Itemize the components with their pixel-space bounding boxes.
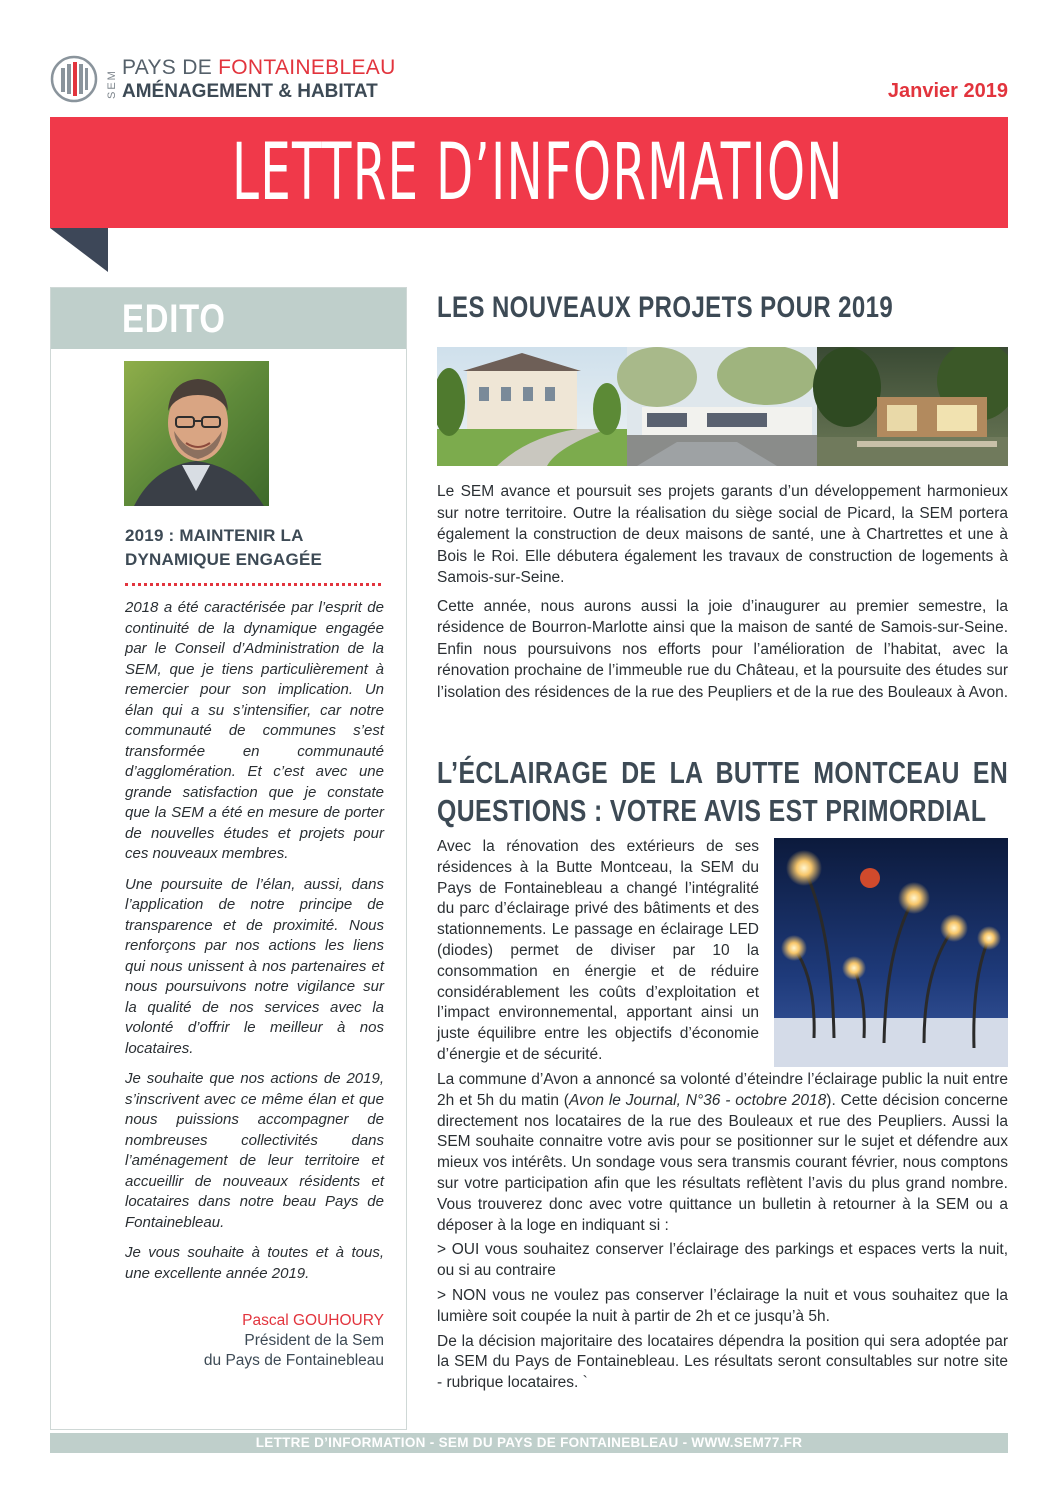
eclairage-heading: L’ÉCLAIRAGE DE LA BUTTE MONTCEAU EN QUESTIONS : VOTRE AVIS EST PRIMORDIAL [437,755,1009,828]
projets-paragraph: Cette année, nous aurons aussi la joie d’inaugurer au premier semestre, la résidence de Bourron-Marlotte ainsi que la maison de santé de Samois-sur-Seine. Enfin nous poursuivons nos efforts pour l’amélioration de l’habitat, avec la rénovation prochaine de l’immeuble rue du Château, et la poursuite des études sur l’isolation des résidences de la rue des Peupliers et de la rue des Bouleaux à Avon. [437,597,1008,701]
edito-paragraph: Je souhaite que nos actions de 2019, s’inscrivent avec ce même élan et que nous puissions accompagner de nombreuses collectivités dans l’aménagement de leur territoire et accueillir de nouveaux résidents et locataires dans notre beau Pays de Fontainebleau. [125,1070,384,1231]
signature-organization: du Pays de Fontainebleau [203,1352,384,1369]
edito-paragraph: 2018 a été caractérisée par l’esprit de continuité de la dynamique engagée par le Conseil d’Administration de la SEM, que je tiens particulièrement à remercier pour son implication. Un élan qui a su s’intensifier, car notre communauté de communes s’est transformée en communauté d’agglomération. Et c’est avec une grande satisfaction que je constate que la SEM a été en mesure de porter de nouvelles études et projets pour ces nouveaux membres. [125,599,384,862]
signature [111,1311,384,1371]
edito-paragraph: Je vous souhaite à toutes et à tous, une excellente année 2019. [125,1244,384,1282]
edito-paragraph: Une poursuite de l’élan, aussi, dans l’application de notre principe de transparence et de proximité. Nous renforçons par nos actions les liens qui nous unissent à nos partenaires et nous poursuivons notre vigilance sur la qualité de nos services avec la volonté d’offrir le meilleur à nos locataires. [125,875,384,1057]
banner-title: LETTRE D’INFORMATION [232,128,844,218]
portrait-photo [124,361,269,506]
logo-title-part2: FONTAINEBLEAU [218,56,396,79]
source-citation: Avon le Journal, N°36 - octobre 2018 [568,1091,827,1109]
footer-bar [50,1433,1008,1453]
projets-heading: LES NOUVEAUX PROJETS POUR 2019 [437,291,894,324]
banner-fold-decoration [50,228,108,272]
signature-role: Président de la Sem [244,1332,384,1349]
street-lamps-photo [774,838,1008,1067]
signature-name: Pascal GOUHOURY [242,1312,384,1329]
issue-date: Janvier 2019 [887,80,1008,102]
title-banner [50,117,1008,228]
logo-title-part1: PAYS DE [122,56,219,79]
option-oui: > OUI vous souhaitez conserver l’éclairage des parkings et espaces verts la nuit, ou si au contraire [437,1241,1008,1280]
edito-column [50,287,407,1430]
eclairage-paragraph [437,1070,1008,1236]
eclairage-text [437,1070,1008,1398]
logo-title [122,57,396,79]
projets-paragraph: Le SEM avance et poursuit ses projets garants d’un développement harmonieux sur notre territoire. Outre la réalisation du siège social de Picard, la SEM portera également la construction de deux maisons de santé, une à Chartrettes et une à Bois le Roi. Elle débutera également les travaux de construction de logements à Samois-sur-Seine. [437,483,1008,586]
projects-renderings-image [437,347,1008,466]
eclairage-conclusion: De la décision majoritaire des locataires dépendra la position qui sera adoptée par la SEM du Pays de Fontainebleau. Les résultats seront consultables sur notre site - rubrique locataires. ` [437,1332,1008,1392]
dotted-divider [125,583,381,586]
logo [50,55,410,105]
projets-text [437,481,1008,710]
edito-heading: 2019 : MAINTENIR LA DYNAMIQUE ENGAGÉE [125,526,323,569]
footer-text: LETTRE D’INFORMATION - SEM DU PAYS DE FONTAINEBLEAU - WWW.SEM77.FR [255,1435,803,1450]
eclairage-p1-start: La commune d’Avon a annoncé sa volonté d’éteindre l’éclairage public la nuit entre 2h et 5h du matin ( [437,1071,1008,1109]
option-non: > NON vous ne voulez pas conserver l’éclairage la nuit et vous souhaitez que la lumière soit coupée la nuit à partir de 2h et ce jusqu’à 5h. [437,1286,1008,1325]
logo-mark-icon [50,55,98,103]
eclairage-p1-end: ). Cette décision concerne directement nos locataires de la rue des Bouleaux et rue des Peupliers. Aussi la SEM souhaite connaitre votre avis pour se positionner sur le sujet et défendre aux mieux vos intérêts. Un sondage vous sera transmis courant février, nous comptons sur votre participation afin que les résultats reflètent l’avis du plus grand nombre. Vous trouverez donc avec votre quittance un bulletin à retourner à la SEM ou a déposer à la loge en indiquant si : [437,1091,1008,1234]
logo-subtitle: AMÉNAGEMENT & HABITAT [122,81,378,102]
logo-sem-label: SEM [106,69,118,99]
edito-header [51,288,406,349]
edito-body [125,598,384,1294]
edito-title: EDITO [122,297,226,341]
eclairage-intro: Avec la rénovation des extérieurs de ses résidences à la Butte Montceau, la SEM du Pays de Fontainebleau a changé l’intégralité du parc d’éclairage privé des bâtiments et des stationnements. Le passage en éclairage LED (diodes) permet de diviser par 10 la consommation en énergie et de réduire considérablement les coûts d’exploitation et l’impact environnemental, apportant ainsi un juste équilibre entre les objectifs d’économie d’énergie et de sécurité. [437,838,759,1063]
